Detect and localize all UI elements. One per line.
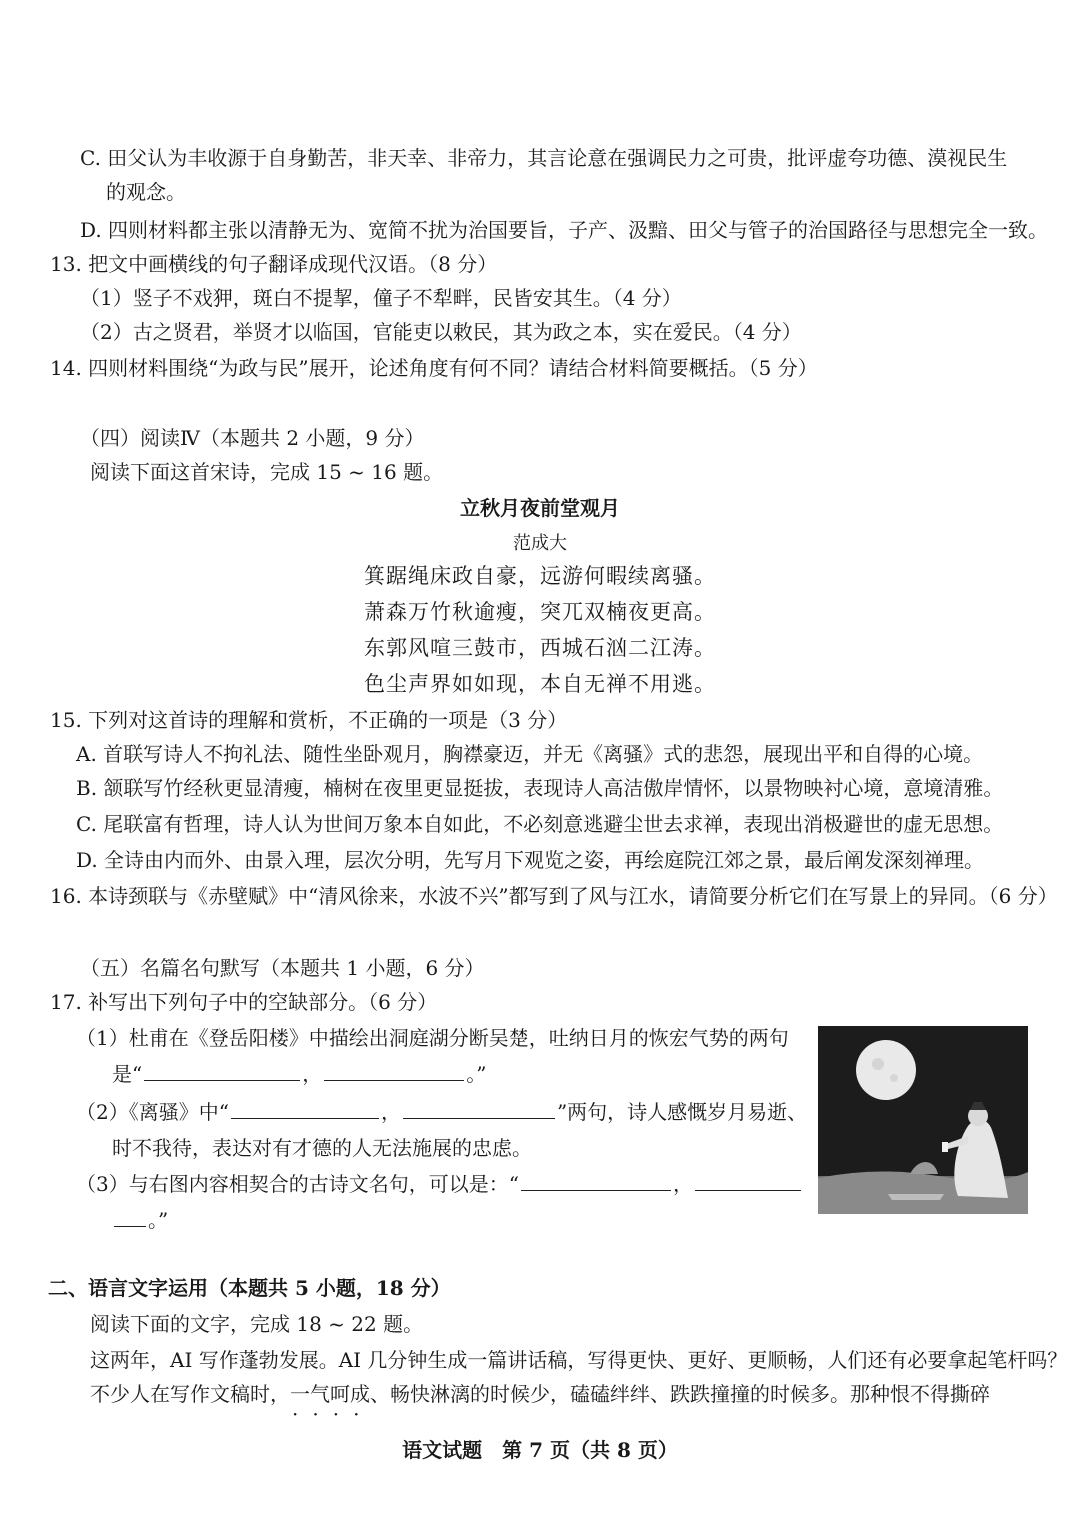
q13-stem: 13. 把文中画横线的句子翻译成现代汉语。（8 分） (50, 252, 498, 276)
q13-sub2: （2）古之贤君，举贤才以临国，官能吏以敕民，其为政之本，实在爱民。（4 分） (80, 320, 802, 344)
poem-line-2: 萧森万竹秋逾瘦，突兀双楠夜更高。 (364, 600, 716, 624)
q13-sub1: （1）竖子不戏狎，斑白不提挈，僮子不犁畔，民皆安其生。（4 分） (80, 286, 682, 310)
poem-title: 立秋月夜前堂观月 (460, 496, 620, 520)
poem-line-3: 东郭风喧三鼓市，西城石汹二江涛。 (364, 636, 716, 660)
q17-sub2-line1 (76, 1098, 807, 1126)
q17-sub2-open: （2）《离骚》中“ (76, 1100, 229, 1124)
q17-sub2-comma: ， (380, 1100, 401, 1124)
moon-scholar-illustration (818, 1026, 1028, 1214)
section4-intro: 阅读下面这首宋诗，完成 15 ~ 16 题。 (90, 460, 444, 484)
q15-option-a: A. 首联写诗人不拘礼法、随性坐卧观月，胸襟豪迈，并无《离骚》式的悲怨，展现出平和自得的心境。 (76, 742, 984, 766)
q17-sub2-rest: ”两句，诗人感慨岁月易逝、 (556, 1100, 808, 1124)
q17-sub3-line1 (76, 1170, 803, 1198)
q17-sub1-open-quote: 是“ (112, 1062, 143, 1086)
q17-sub1-close-quote: 。” (466, 1062, 487, 1086)
poem-author: 范成大 (513, 533, 567, 554)
q15-stem: 15. 下列对这首诗的理解和赏析，不正确的一项是（3 分） (50, 708, 568, 732)
q17-sub1-line2 (112, 1060, 486, 1088)
part2-heading: 二、语言文字运用（本题共 5 小题，18 分） (48, 1276, 451, 1300)
q16-stem: 16. 本诗颈联与《赤壁赋》中“清风徐来，水波不兴”都写到了风与江水，请简要分析它们在写景上的异同。（6 分） (50, 884, 1058, 908)
q17-sub3-line2 (112, 1206, 168, 1234)
q17-sub2-blank-2[interactable] (403, 1098, 555, 1119)
poem-line-4: 色尘声界如如现，本自无禅不用逃。 (364, 672, 716, 696)
q14-stem: 14. 四则材料围绕“为政与民”展开，论述角度有何不同？请结合材料简要概括。（5 分） (50, 356, 818, 380)
q12-option-d: D. 四则材料都主张以清静无为、宽简不扰为治国要旨，子产、汲黯、田父与管子的治国路径与思想完全一致。 (80, 218, 1049, 242)
q17-sub3-comma: ， (672, 1172, 693, 1196)
q17-sub1-blank-2[interactable] (324, 1060, 464, 1081)
q12-option-c-line1: C. 田父认为丰收源于自身勤苦，非天幸、非帝力，其言论意在强调民力之可贵，批评虚夸功德、漠视民生 (80, 146, 1008, 170)
q15-option-d: D. 全诗由内而外、由景入理，层次分明，先写月下观览之姿，再绘庭院江郊之景，最后阐发深刻禅理。 (76, 848, 985, 872)
q15-option-b: B. 颔联写竹经秋更显清瘦，楠树在夜里更显挺拔，表现诗人高洁傲岸情怀，以景物映衬心境，意境清雅。 (76, 776, 1004, 800)
q17-sub2-blank-1[interactable] (231, 1098, 379, 1119)
q17-sub3-blank-2[interactable] (695, 1170, 801, 1191)
q17-sub1-line1: （1）杜甫在《登岳阳楼》中描绘出洞庭湖分断吴楚，吐纳日月的恢宏气势的两句 (76, 1026, 789, 1050)
q17-sub3-blank-2-cont[interactable] (114, 1206, 146, 1227)
page-footer: 语文试题 第 7 页（共 8 页） (402, 1438, 678, 1462)
part2-paragraph-1: 这两年，AI 写作蓬勃发展。AI 几分钟生成一篇讲话稿，写得更快、更好、更顺畅，人们还有必要拿起笔杆吗？ (90, 1348, 1068, 1372)
emphasis-dots: ···· (292, 1402, 374, 1426)
part2-paragraph-2: 不少人在写作文稿时，一气呵成、畅快淋漓的时候少，磕磕绊绊、跌跌撞撞的时候多。那种恨不得撕碎 (90, 1382, 990, 1406)
poem-line-1: 箕踞绳床政自豪，远游何暇续离骚。 (364, 564, 716, 588)
q17-sub3-open: （3）与右图内容相契合的古诗文名句，可以是：“ (76, 1172, 519, 1196)
q17-sub2-line2: 时不我待，表达对有才德的人无法施展的忠虑。 (112, 1136, 532, 1160)
q17-stem: 17. 补写出下列句子中的空缺部分。（6 分） (50, 990, 438, 1014)
moon-icon (856, 1040, 916, 1100)
q17-sub3-blank-1[interactable] (521, 1170, 671, 1191)
section5-heading: （五）名篇名句默写（本题共 1 小题，6 分） (80, 956, 485, 980)
section4-heading: （四）阅读Ⅳ（本题共 2 小题，9 分） (80, 426, 425, 450)
q17-sub1-comma: ， (302, 1062, 323, 1086)
q12-option-c-line2: 的观念。 (106, 180, 186, 204)
q17-sub1-blank-1[interactable] (144, 1060, 300, 1081)
q15-option-c: C. 尾联富有哲理，诗人认为世间万象本自如此，不必刻意逃避尘世去求禅，表现出消极避世的虚无思想。 (76, 812, 1004, 836)
q17-sub3-close: 。” (148, 1208, 169, 1232)
part2-intro: 阅读下面的文字，完成 18 ~ 22 题。 (90, 1312, 424, 1336)
